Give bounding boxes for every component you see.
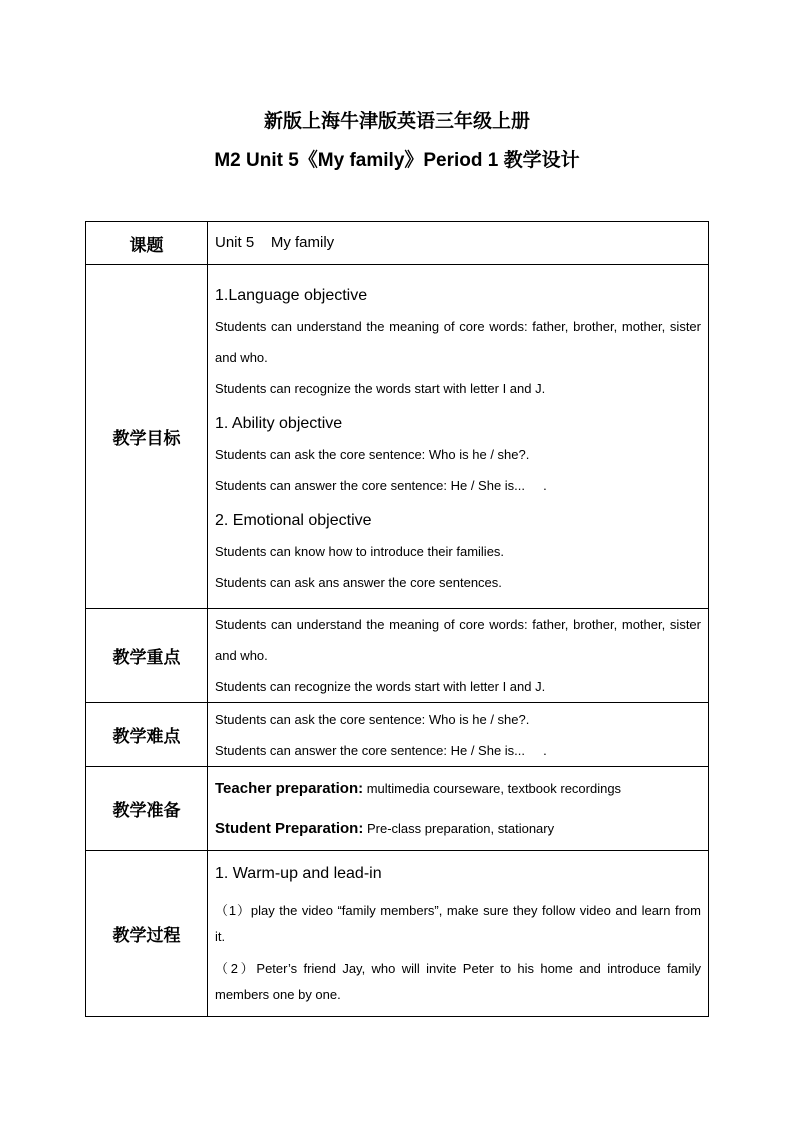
teacher-preparation [215, 769, 701, 809]
student-preparation-value: Pre-class preparation, stationary [363, 820, 555, 836]
emotional-objective-heading: 2. Emotional objective [215, 511, 372, 529]
difficulty-2: Students can answer the core sentence: He / She is... . [215, 742, 547, 758]
row-preparation [86, 767, 709, 851]
process-content [208, 851, 709, 1017]
row-topic [86, 222, 709, 265]
emotional-objective-1: Students can know how to introduce their families. [215, 543, 505, 559]
teacher-preparation-value: multimedia courseware, textbook recordings [363, 780, 622, 796]
objectives-content [208, 265, 709, 609]
student-preparation-label: Student Preparation: [215, 819, 364, 837]
label-topic: 课题 [86, 222, 208, 265]
ability-objective-1: Students can ask the core sentence: Who is he / she?. [215, 446, 530, 462]
process-step-1: （1）play the video “family members”, make sure they follow video and learn from it. [215, 902, 701, 944]
key-point-1: Students can understand the meaning of core words: father, brother, mother, sister and who. [215, 617, 701, 663]
teacher-preparation-label: Teacher preparation: [215, 779, 364, 797]
document-title: 新版上海牛津版英语三年级上册 [263, 111, 530, 132]
language-objective-1: Students can understand the meaning of core words: father, brother, mother, sister and who. [215, 318, 701, 365]
difficulty-1: Students can ask the core sentence: Who is he / she?. [215, 711, 530, 727]
key-point-2: Students can recognize the words start with letter I and J. [215, 679, 546, 694]
lesson-plan-table [85, 221, 709, 1017]
row-key-points [86, 609, 709, 703]
language-objective-2: Students can recognize the words start with letter I and J. [215, 380, 546, 396]
row-objectives [86, 265, 709, 609]
language-objective-heading: 1.Language objective [215, 286, 368, 304]
emotional-objective-2: Students can ask ans answer the core sentences. [215, 574, 502, 590]
topic-value [208, 222, 709, 265]
student-preparation [215, 809, 701, 849]
document-subtitle: M2 Unit 5《My family》Period 1 教学设计 [214, 150, 580, 171]
label-preparation: 教学准备 [86, 767, 208, 851]
label-process: 教学过程 [86, 851, 208, 1017]
label-difficulties: 教学难点 [86, 703, 208, 767]
row-difficulties [86, 703, 709, 767]
preparation-content [208, 767, 709, 851]
key-points-content [208, 609, 709, 703]
label-key-points: 教学重点 [86, 609, 208, 703]
ability-objective-heading: 1. Ability objective [215, 414, 343, 432]
warm-up-heading: 1. Warm-up and lead-in [215, 864, 382, 882]
row-process [86, 851, 709, 1017]
label-objectives: 教学目标 [86, 265, 208, 609]
ability-objective-2: Students can answer the core sentence: He / She is... . [215, 477, 547, 493]
topic-text: Unit 5 My family [215, 234, 335, 251]
difficulties-content [208, 703, 709, 767]
process-step-2: （2）Peter’s friend Jay, who will invite Peter to his home and introduce family members one by one. [215, 960, 701, 1002]
